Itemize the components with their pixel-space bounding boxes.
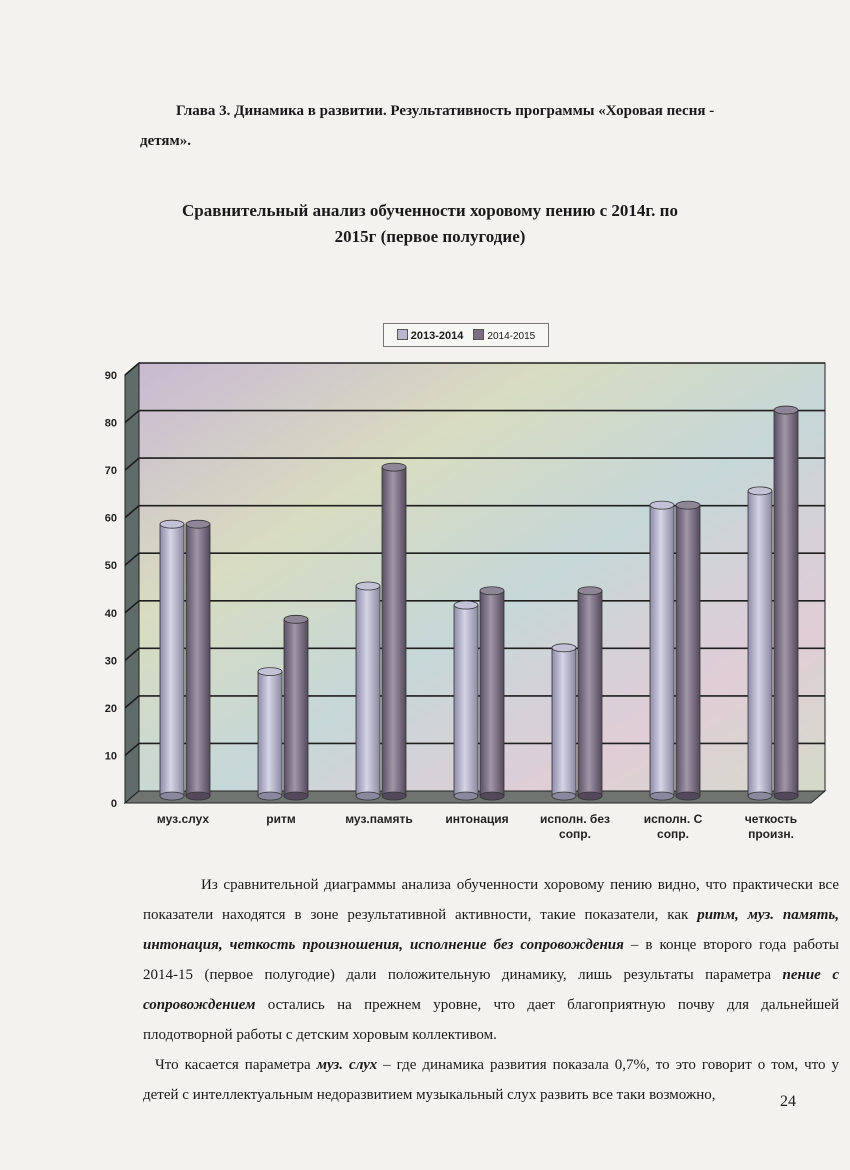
bar-base xyxy=(480,792,504,800)
y-tick-label: 0 xyxy=(110,798,117,810)
p2-text-b: – где динамика развития показала 0,7%, то это говорит о том, что у детей с интеллектуальным недоразвитием музыкальный слух развить все таки возможно, xyxy=(143,1057,839,1103)
y-tick-label: 90 xyxy=(104,370,117,382)
bar-base xyxy=(748,792,772,800)
legend-label-series-1: 2013-2014 xyxy=(410,329,464,342)
bar-top xyxy=(774,406,798,414)
bar-body xyxy=(480,591,504,796)
y-tick-label: 50 xyxy=(104,560,117,573)
bar-top xyxy=(382,463,406,471)
chapter-heading-line-1: Глава 3. Динамика в развитии. Результативность программы «Хоровая песня - xyxy=(176,103,715,119)
p1-text-b: – в конце второго года работы 2014-15 (первое полугодие) дали положительную динамику, лишь результаты параметра xyxy=(143,937,839,983)
paragraph-1 xyxy=(143,870,839,1050)
legend-swatch-series-1 xyxy=(397,329,408,340)
bar xyxy=(480,587,504,800)
bar xyxy=(650,501,674,800)
p1-emphasis-2: пение с сопровождением xyxy=(143,967,839,1013)
bar-base xyxy=(186,792,210,800)
bar-base xyxy=(552,792,576,800)
bar-body xyxy=(774,410,798,796)
y-tick-label: 80 xyxy=(104,417,117,430)
bar xyxy=(578,587,602,800)
bar xyxy=(356,582,380,800)
legend-swatch-series-2 xyxy=(473,329,484,340)
chart-side-wall xyxy=(125,363,139,803)
chart-title-line-2: 2015г (первое полугодие) xyxy=(334,227,526,246)
bar-body xyxy=(748,491,772,796)
y-tick-label: 30 xyxy=(104,655,117,668)
bar-top xyxy=(284,615,308,623)
bar-base xyxy=(454,792,478,800)
x-tick-label: сопр. xyxy=(657,827,689,841)
bar-body xyxy=(552,648,576,796)
bar-top xyxy=(676,501,700,509)
bar-body xyxy=(284,619,308,796)
bar-top xyxy=(748,487,772,495)
bar xyxy=(748,487,772,800)
paragraph-2 xyxy=(143,1050,839,1110)
x-tick-label: ритм xyxy=(266,812,296,826)
y-tick-label: 60 xyxy=(104,512,117,525)
legend-item-series-1 xyxy=(397,329,464,342)
bar-base xyxy=(284,792,308,800)
x-tick-label: муз.память xyxy=(345,812,413,826)
bar-chart xyxy=(80,360,840,860)
chapter-heading xyxy=(140,96,820,156)
bar-base xyxy=(356,792,380,800)
chapter-heading-line-2: детям». xyxy=(140,133,191,149)
bar-body xyxy=(650,505,674,796)
bar-top xyxy=(578,587,602,595)
bar-body xyxy=(160,524,184,796)
bar-top xyxy=(186,520,210,528)
bar xyxy=(552,644,576,800)
p1-text-c: остались на прежнем уровне, что дает благоприятную почву для дальнейшей плодотворной работы с детским хоровым коллективом. xyxy=(143,997,839,1043)
y-tick-label: 40 xyxy=(104,607,117,620)
bar-base xyxy=(676,792,700,800)
x-tick-label: четкость xyxy=(744,812,798,826)
bar xyxy=(160,520,184,800)
p2-text-a: Что касается параметра xyxy=(155,1057,317,1073)
chart-title-line-1: Сравнительный анализ обученности хоровому пению с 2014г. по xyxy=(182,201,678,220)
bar-top xyxy=(160,520,184,528)
x-tick-label: сопр. xyxy=(559,827,591,841)
body-text xyxy=(143,870,839,1110)
p1-emphasis-1: ритм, муз. память, интонация, четкость произношения, исполнение без сопровождения xyxy=(143,907,839,953)
bar-body xyxy=(578,591,602,796)
bar-body xyxy=(676,505,700,796)
y-tick-label: 20 xyxy=(104,702,117,715)
x-tick-label: исполн. С xyxy=(643,812,703,826)
bar xyxy=(774,406,798,800)
chart-legend xyxy=(383,323,549,347)
bar xyxy=(382,463,406,800)
legend-item-series-2 xyxy=(473,329,535,342)
x-tick-label: интонация xyxy=(445,812,509,826)
bar xyxy=(454,601,478,800)
bar xyxy=(284,615,308,800)
bar-top xyxy=(650,501,674,509)
x-tick-label: муз.слух xyxy=(156,812,210,826)
bar xyxy=(258,668,282,800)
page-number: 24 xyxy=(780,1093,796,1110)
bar-top xyxy=(480,587,504,595)
bar-body xyxy=(454,605,478,796)
p1-text-a: Из сравнительной диаграммы анализа обученности хоровому пению видно, что практически все показатели находятся в зоне результативной активности, такие показатели, как xyxy=(143,877,839,923)
y-tick-label: 70 xyxy=(104,465,117,478)
x-tick-label: исполн. без xyxy=(540,812,610,826)
bar-base xyxy=(774,792,798,800)
bar-body xyxy=(356,586,380,796)
bar xyxy=(186,520,210,800)
chart-title xyxy=(150,198,710,250)
bar-base xyxy=(382,792,406,800)
legend-label-series-2: 2014-2015 xyxy=(487,330,536,342)
bar xyxy=(676,501,700,800)
bar-base xyxy=(578,792,602,800)
x-tick-label: произн. xyxy=(748,827,794,841)
bar-body xyxy=(382,467,406,796)
bar-base xyxy=(160,792,184,800)
bar-base xyxy=(258,792,282,800)
bar-top xyxy=(552,644,576,652)
y-tick-label: 10 xyxy=(104,750,117,763)
bar-body xyxy=(258,672,282,796)
bar-body xyxy=(186,524,210,796)
bar-base xyxy=(650,792,674,800)
p2-emphasis: муз. слух xyxy=(316,1057,378,1073)
bar-top xyxy=(454,601,478,609)
bar-top xyxy=(258,668,282,676)
bar-top xyxy=(356,582,380,590)
